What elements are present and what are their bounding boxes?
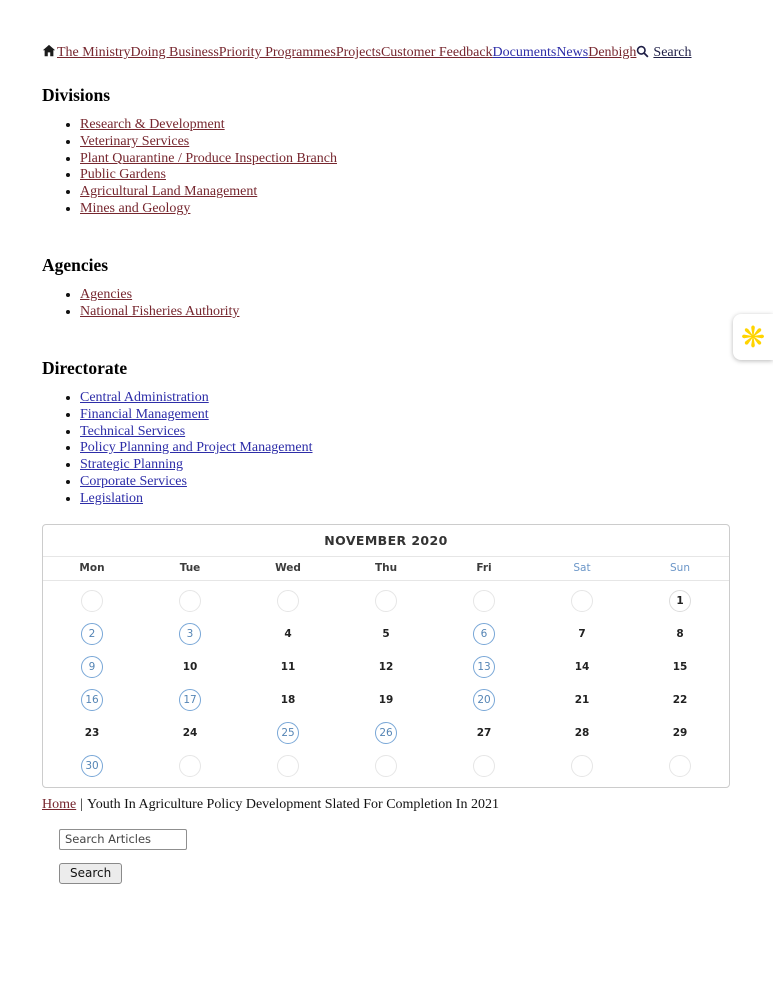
day-circle: 4	[284, 628, 292, 640]
calendar-day-10	[141, 651, 239, 684]
calendar-empty-cell	[43, 585, 141, 618]
list-item	[80, 184, 730, 201]
article-search	[59, 829, 730, 884]
day-circle: 20	[473, 689, 495, 711]
list-item	[80, 407, 730, 424]
day-circle: 17	[179, 689, 201, 711]
calendar-day-3[interactable]	[141, 618, 239, 651]
calendar-day-header-wed: Wed	[275, 561, 301, 574]
calendar-day-23	[43, 717, 141, 750]
calendar-day-4	[239, 618, 337, 651]
link-agencies[interactable]: Agencies	[80, 287, 133, 303]
search-icon[interactable]	[636, 45, 649, 64]
day-circle	[81, 590, 103, 612]
calendar-day-16[interactable]	[43, 684, 141, 717]
breadcrumb	[42, 796, 730, 813]
day-circle: 2	[81, 623, 103, 645]
calendar-day-13[interactable]	[435, 651, 533, 684]
day-circle: 16	[81, 689, 103, 711]
list-item	[80, 117, 730, 134]
calendar-day-20[interactable]	[435, 684, 533, 717]
day-circle	[571, 590, 593, 612]
link-strategic-planning[interactable]: Strategic Planning	[80, 457, 184, 473]
home-icon[interactable]	[42, 44, 56, 64]
link-central-administration[interactable]: Central Administration	[80, 389, 209, 405]
nav-link-the-ministry[interactable]: The Ministry	[57, 45, 131, 60]
section-heading-divisions: Divisions	[42, 84, 111, 105]
breadcrumb-separator: |	[80, 796, 84, 812]
list-item	[80, 134, 730, 151]
day-circle: 24	[182, 727, 198, 739]
link-veterinary-services[interactable]: Veterinary Services	[80, 133, 190, 149]
day-circle: 7	[578, 628, 586, 640]
day-circle: 9	[81, 656, 103, 678]
day-circle: 10	[182, 661, 198, 673]
calendar-day-25[interactable]	[239, 717, 337, 750]
link-mines-and-geology[interactable]: Mines and Geology	[80, 201, 191, 217]
calendar-empty-cell	[239, 585, 337, 618]
day-circle: 28	[574, 727, 590, 739]
calendar-day-header-mon: Mon	[79, 561, 105, 574]
calendar-day-27	[435, 717, 533, 750]
events-calendar	[42, 524, 730, 788]
section-agencies	[42, 256, 730, 321]
calendar-day-19	[337, 684, 435, 717]
link-technical-services[interactable]: Technical Services	[80, 423, 186, 439]
day-circle	[669, 755, 691, 777]
day-circle: 3	[179, 623, 201, 645]
calendar-empty-cell	[141, 750, 239, 783]
list-item	[80, 491, 730, 508]
day-circle	[375, 755, 397, 777]
calendar-day-5	[337, 618, 435, 651]
search-articles-input[interactable]	[59, 829, 187, 850]
nav-link-denbigh[interactable]: Denbigh	[588, 45, 637, 60]
link-national-fisheries-authority[interactable]: National Fisheries Authority	[80, 303, 240, 319]
link-policy-planning-and-project-management[interactable]: Policy Planning and Project Management	[80, 440, 313, 456]
list-item	[80, 287, 730, 304]
day-circle: 6	[473, 623, 495, 645]
day-circle	[179, 755, 201, 777]
day-circle	[277, 590, 299, 612]
link-agricultural-land-management[interactable]: Agricultural Land Management	[80, 184, 258, 200]
day-circle	[375, 590, 397, 612]
day-circle: 19	[378, 694, 394, 706]
nav-link-search[interactable]: Search	[653, 45, 692, 60]
calendar-day-6[interactable]	[435, 618, 533, 651]
link-financial-management[interactable]: Financial Management	[80, 406, 209, 422]
link-plant-quarantine-produce-inspection-branch[interactable]: Plant Quarantine / Produce Inspection Branch	[80, 150, 337, 166]
list-item	[80, 424, 730, 441]
calendar-day-1	[631, 585, 729, 618]
list-item	[80, 440, 730, 457]
day-circle: 21	[574, 694, 590, 706]
list-item	[80, 390, 730, 407]
calendar-day-11	[239, 651, 337, 684]
calendar-day-header-tue: Tue	[179, 561, 201, 574]
calendar-empty-cell	[533, 585, 631, 618]
day-circle: 30	[81, 755, 103, 777]
top-nav	[42, 44, 730, 64]
day-circle	[473, 590, 495, 612]
calendar-grid	[43, 581, 729, 787]
day-circle: 25	[277, 722, 299, 744]
calendar-day-header-sun: Sun	[670, 561, 690, 574]
list-item	[80, 474, 730, 491]
list-item	[80, 304, 730, 321]
calendar-day-9[interactable]	[43, 651, 141, 684]
list-item	[80, 457, 730, 474]
calendar-day-8	[631, 618, 729, 651]
link-research-development[interactable]: Research & Development	[80, 117, 225, 133]
article-title: Youth In Agriculture Policy Development Slated For Completion In 2021	[87, 796, 499, 812]
section-divisions	[42, 86, 730, 218]
link-legislation[interactable]: Legislation	[80, 490, 143, 506]
day-circle: 14	[574, 661, 590, 673]
list-item	[80, 201, 730, 218]
calendar-day-headers	[43, 557, 729, 581]
link-corporate-services[interactable]: Corporate Services	[80, 473, 187, 489]
section-heading-agencies: Agencies	[42, 254, 109, 275]
breadcrumb-home-link[interactable]: Home	[42, 796, 77, 812]
calendar-empty-cell	[239, 750, 337, 783]
calendar-empty-cell	[337, 585, 435, 618]
calendar-day-26[interactable]	[337, 717, 435, 750]
nav-link-documents[interactable]: Documents	[492, 45, 557, 60]
day-circle: 15	[672, 661, 688, 673]
day-circle: 23	[84, 727, 100, 739]
calendar-day-22	[631, 684, 729, 717]
calendar-day-7	[533, 618, 631, 651]
accessibility-asterisk-icon: ❋	[740, 319, 766, 354]
nav-link-doing-business[interactable]: Doing Business	[130, 45, 219, 60]
calendar-empty-cell	[435, 750, 533, 783]
calendar-empty-cell	[337, 750, 435, 783]
section-link-list	[42, 390, 730, 508]
list-item	[80, 167, 730, 184]
accessibility-widget-button[interactable]	[733, 314, 773, 360]
day-circle	[571, 755, 593, 777]
day-circle: 11	[280, 661, 296, 673]
calendar-day-24	[141, 717, 239, 750]
day-circle: 26	[375, 722, 397, 744]
nav-link-news[interactable]: News	[556, 45, 589, 60]
calendar-day-30[interactable]	[43, 750, 141, 783]
day-circle: 22	[672, 694, 688, 706]
section-heading-directorate: Directorate	[42, 357, 128, 378]
nav-link-priority-programmes[interactable]: Priority Programmes	[218, 45, 336, 60]
day-circle: 18	[280, 694, 296, 706]
calendar-day-28	[533, 717, 631, 750]
day-circle: 29	[672, 727, 688, 739]
calendar-day-header-thu: Thu	[374, 561, 398, 574]
calendar-title: NOVEMBER 2020	[43, 525, 729, 557]
link-public-gardens[interactable]: Public Gardens	[80, 167, 166, 183]
calendar-day-18	[239, 684, 337, 717]
sections	[42, 86, 730, 508]
day-circle: 12	[378, 661, 394, 673]
nav-link-customer-feedback[interactable]: Customer Feedback	[380, 45, 493, 60]
search-articles-button[interactable]: Search	[59, 863, 122, 884]
calendar-empty-cell	[631, 750, 729, 783]
calendar-day-header-fri: Fri	[476, 561, 492, 574]
calendar-day-header-sat: Sat	[573, 561, 591, 574]
day-circle	[277, 755, 299, 777]
day-circle	[473, 755, 495, 777]
calendar-day-29	[631, 717, 729, 750]
calendar-empty-cell	[141, 585, 239, 618]
calendar-day-2[interactable]	[43, 618, 141, 651]
calendar-day-17[interactable]	[141, 684, 239, 717]
day-circle: 1	[669, 590, 691, 612]
day-circle: 8	[676, 628, 684, 640]
calendar-day-21	[533, 684, 631, 717]
section-directorate	[42, 359, 730, 508]
day-circle: 13	[473, 656, 495, 678]
top-nav-links	[57, 45, 636, 60]
calendar-day-12	[337, 651, 435, 684]
section-link-list	[42, 287, 730, 321]
day-circle	[179, 590, 201, 612]
section-link-list	[42, 117, 730, 218]
calendar-empty-cell	[533, 750, 631, 783]
list-item	[80, 151, 730, 168]
calendar-day-15	[631, 651, 729, 684]
day-circle: 27	[476, 727, 492, 739]
calendar-empty-cell	[435, 585, 533, 618]
calendar-day-14	[533, 651, 631, 684]
day-circle: 5	[382, 628, 390, 640]
nav-link-projects[interactable]: Projects	[335, 45, 381, 60]
